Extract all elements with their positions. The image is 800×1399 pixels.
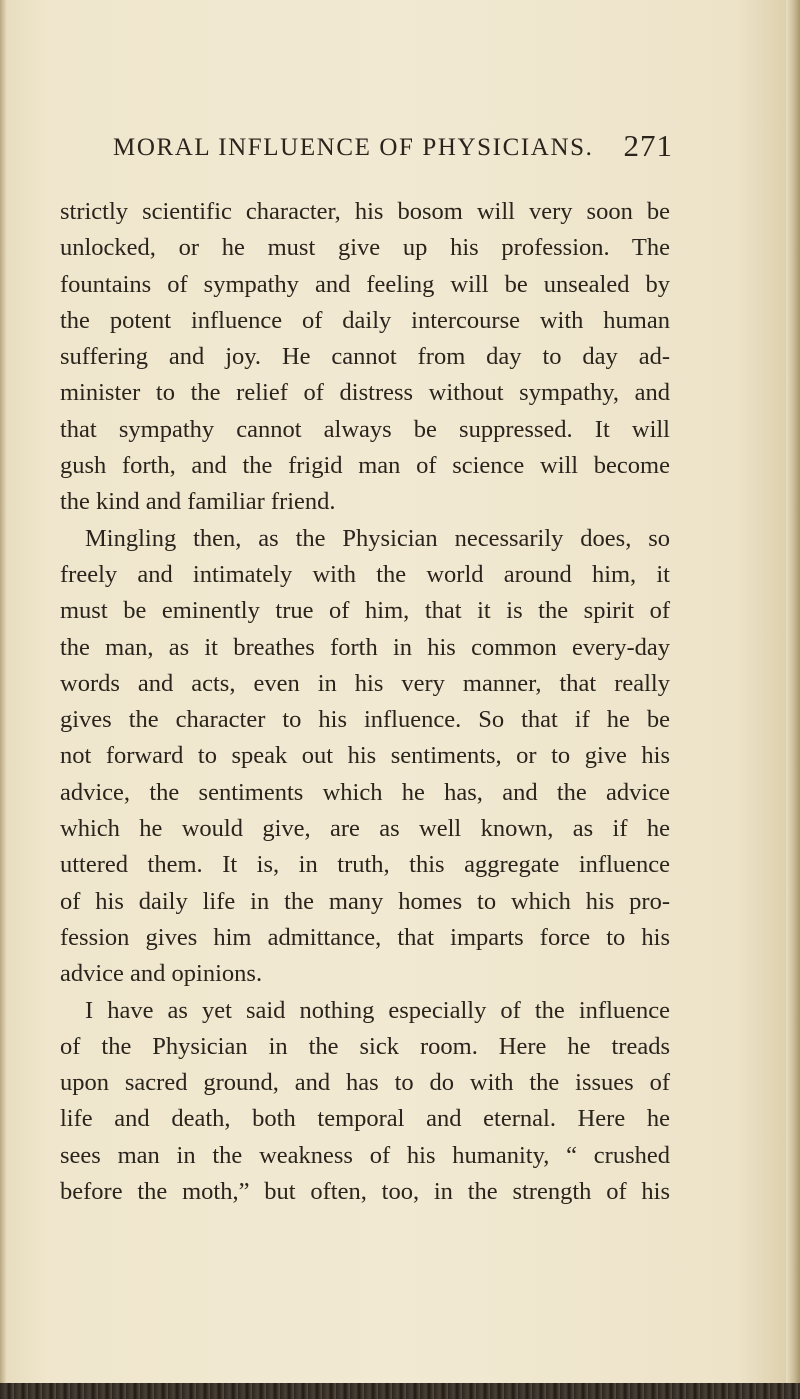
- text-line: suffering and joy. He cannot from day to day ad-: [60, 343, 670, 371]
- body-text: [60, 194, 670, 1210]
- text-line: unlocked, or he must give up his profession. The: [60, 234, 670, 262]
- page-gutter: [0, 0, 6, 1399]
- text-line: I have as yet said nothing especially of the influence: [85, 996, 670, 1024]
- text-line: the man, as it breathes forth in his common every-day: [60, 633, 670, 661]
- text-line: that sympathy cannot always be suppressed. It will: [60, 415, 670, 443]
- text-line: of his daily life in the many homes to which his pro-: [60, 887, 670, 915]
- text-line: words and acts, even in his very manner, that really: [60, 669, 670, 697]
- text-line: freely and intimately with the world around him, it: [60, 560, 670, 588]
- text-line: the potent influence of daily intercourse with human: [60, 306, 670, 334]
- text-line: gives the character to his influence. So that if he be: [60, 706, 670, 734]
- text-line: the kind and familiar friend.: [60, 488, 336, 516]
- text-line: sees man in the weakness of his humanity, “ crushed: [60, 1141, 670, 1169]
- text-line: fession gives him admittance, that imparts force to his: [60, 923, 670, 951]
- page-header: [113, 130, 673, 170]
- text-line: which he would give, are as well known, as if he: [60, 815, 670, 843]
- text-line: must be eminently true of him, that it is the spirit of: [60, 597, 670, 625]
- text-line: fountains of sympathy and feeling will be unsealed by: [60, 270, 670, 298]
- page-edge: [786, 0, 800, 1399]
- text-line: gush forth, and the frigid man of science will become: [60, 452, 670, 480]
- text-line: upon sacred ground, and has to do with the issues of: [60, 1069, 670, 1097]
- text-line: of the Physician in the sick room. Here he treads: [60, 1032, 670, 1060]
- running-head: MORAL INFLUENCE OF PHYSICIANS.: [113, 134, 594, 161]
- text-line: not forward to speak out his sentiments, or to give his: [60, 742, 670, 770]
- text-line: strictly scientific character, his bosom will very soon be: [60, 198, 670, 225]
- text-line: uttered them. It is, in truth, this aggregate influence: [60, 851, 670, 879]
- text-line: life and death, both temporal and eternal. Here he: [60, 1105, 670, 1133]
- text-line: before the moth,” but often, too, in the strength of his: [60, 1178, 670, 1206]
- text-line: Mingling then, as the Physician necessarily does, so: [85, 524, 670, 552]
- text-line: advice, the sentiments which he has, and the advice: [60, 778, 670, 806]
- text-line: advice and opinions.: [60, 960, 263, 988]
- page-number: 271: [623, 128, 673, 163]
- binding-strip: [0, 1383, 800, 1399]
- text-line: minister to the relief of distress without sympathy, and: [60, 379, 670, 407]
